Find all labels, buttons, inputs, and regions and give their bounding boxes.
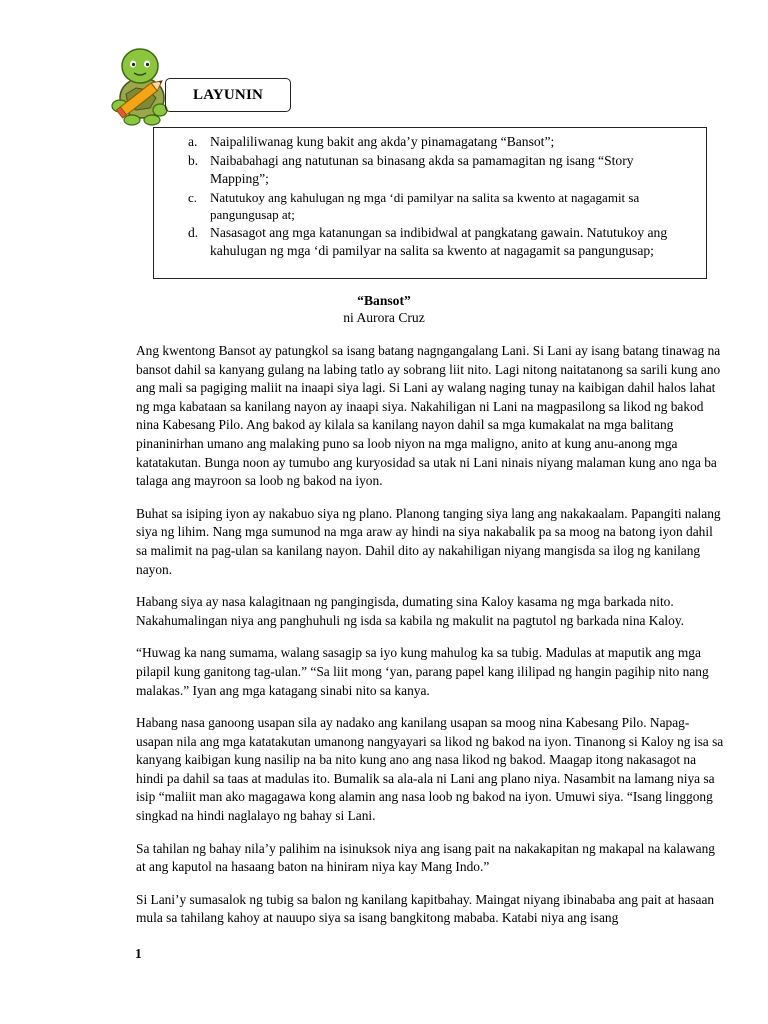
objective-text: Nasasagot ang mga katanungan sa indibidwal at pangkatang gawain. Natutukoy ang kahulugan ng mga ‘di pamilyar na salita sa kwento at nagagamit sa pangungusap; [210, 225, 668, 258]
story-paragraph: Sa tahilan ng bahay nila’y palihim na isinuksok niya ang isang pait na nakakapitan ng makapal na kalawang at ang kaputol na hasaang baton na hiniram niya kay Mang Indo.” [136, 840, 715, 875]
objective-item-b [154, 152, 706, 188]
objective-text: Naibabahagi ang natutunan sa binasang akda sa pamamagitan ng isang “Story Mapping”; [210, 153, 634, 186]
objective-letter: b. [188, 153, 199, 168]
objective-letter: a. [188, 134, 198, 149]
objective-item-d [154, 224, 706, 260]
objective-letter: d. [188, 225, 199, 240]
story-paragraph: Si Lani’y sumasalok ng tubig sa balon ng kanilang kapitbahay. Maingat niyang ibinababa ang pait at hasaan mula sa tahilang kahoy at nauupo siya sa isang bangkitong mababa. Katabi niya ang isang [136, 891, 715, 926]
story-paragraph: Ang kwentong Bansot ay patungkol sa isang batang nagngangalang Lani. Si Lani ay isang batang tinawag na bansot dahil sa kanyang gulang na labing tatlo ay sobrang liit nito. Lagi nitong naitatanong sa sarili kung ano ang mali sa pagiging maliit na inaapi siya lagi. Si Lani ay walang naging tunay na kaibigan dahil halos lahat ng mga kabataan sa kanilang nayon ay inaapi siya. Nakahiligan ni Lani na magpasilong sa likod ng bakod nina Kabesang Pilo. Ang bakod ay kilala sa kanilang nayon dahil sa mga kumakalat na mga balitang pinaninirhan umano ang malaking puno sa loob niyon na mga maligno, anito at kung anu-anong mga katatakutan. Bunga noon ay tumubo ang kuryosidad sa utak ni Lani ninais niyang malaman kung ano nga ba talaga ang mayroon sa loob ng bakod na iyon. [136, 343, 721, 489]
objectives-box [153, 127, 707, 279]
layunin-label: LAYUNIN [192, 86, 264, 103]
objective-item-a [154, 133, 706, 151]
objective-text: Natutukoy ang kahulugan ng mga ‘di pamilyar na salita sa kwento at nagagamit sa pangungusap at; [210, 190, 640, 222]
layunin-heading [165, 78, 291, 112]
story-paragraph: “Huwag ka nang sumama, walang sasagip sa iyo kung mahulog ka sa tubig. Madulas at maputik ang mga pilapil kung ganitong tag-ulan.” “Sa liit mong ‘yan, parang papel kang ililipad ng hangin pagihip nito nang malakas.” Iyan ang mga katagang sinabi nito sa kanya. [136, 645, 709, 698]
objective-item-c [154, 189, 706, 223]
page-number: 1 [135, 946, 142, 961]
story-author: ni Aurora Cruz [343, 310, 425, 325]
objectives-list [154, 133, 706, 261]
story-body [136, 342, 724, 942]
story-paragraph: Buhat sa isiping iyon ay nakabuo siya ng plano. Planong tanging siya lang ang nakakaalam. Papangiti nalang siya ng lihim. Nang mga sumunod na mga araw ay hindi na siya nakabalik pa sa moog na batong iyon dahil sa malimit na pag-ulan sa kanilang nayon. Dahil dito ay nakahiligan niyang mangisda sa ilog ng kanilang nayon. [136, 505, 721, 577]
story-paragraph: Habang siya ay nasa kalagitnaan ng pangingisda, dumating sina Kaloy kasama ng mga barkada nito. Nakahumalingan niya ang panghuhuli ng isda sa kabila ng makulit na pagtutol ng barkada nina Kaloy. [136, 594, 685, 628]
objective-letter: c. [188, 190, 198, 205]
story-paragraph: Habang nasa ganoong usapan sila ay nadako ang kanilang usapan sa moog nina Kabesang Pilo. Napag-usapan nila ang mga katatakutan umanong nangyayari sa likod ng bakod na iyon. Tinanong si Kaloy ng isa sa kanyang kaibigan kung nasilip na ba nito kung ano ang nasa likod ng bakod. Maagap itong nakasagot na hindi pa dahil sa taas at madulas ito. Bumalik sa ala-ala ni Lani ang plano niya. Nasambit na lamang niya sa isip “maliit man ako magagawa kong alamin ang nasa loob ng bakod na iyon. Umuwi siya. “Isang linggong singkad na hindi naglalayo ng bahay si Lani. [136, 715, 724, 824]
story-title: “Bansot” [357, 293, 411, 308]
objective-text: Naipaliliwanag kung bakit ang akda’y pinamagatang “Bansot”; [210, 134, 555, 149]
